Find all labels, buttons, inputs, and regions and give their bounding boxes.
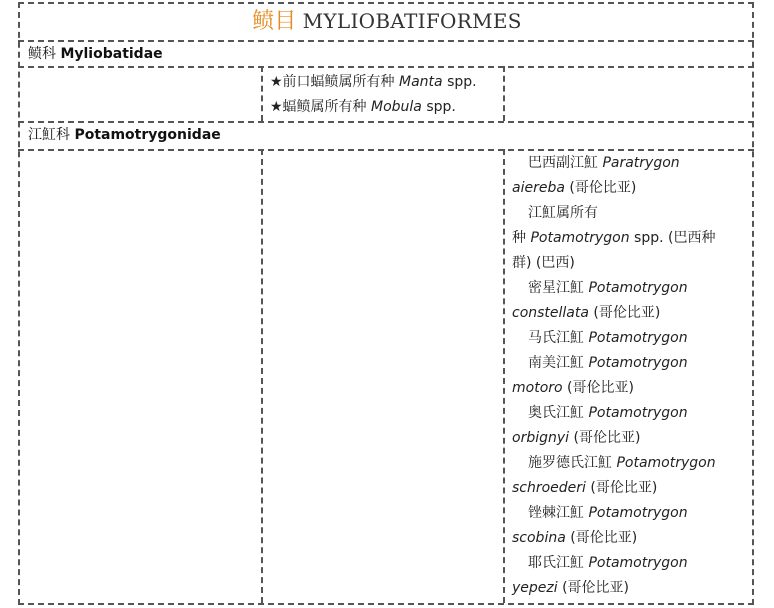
table-border-right	[752, 2, 754, 605]
species-line: 密星江魟 Potamotrygon	[528, 280, 688, 296]
column-divider	[261, 66, 263, 121]
species-entry: ★蝠鲼属所有种 Mobula spp.	[270, 99, 456, 115]
row-divider	[18, 66, 754, 68]
family-name-cn: 鲼科	[28, 46, 56, 62]
species-line: 马氏江魟 Potamotrygon	[528, 330, 688, 346]
table-border-left	[18, 2, 20, 605]
species-line: 奥氏江魟 Potamotrygon	[528, 405, 688, 421]
species-line: 南美江魟 Potamotrygon	[528, 355, 688, 371]
table-border-bottom	[18, 603, 754, 605]
order-name-cn: 鲼目	[252, 9, 297, 34]
order-name-latin: MYLIOBATIFORMES	[302, 9, 522, 33]
species-line: 施罗德氏江魟 Potamotrygon	[528, 455, 716, 471]
column-divider	[503, 149, 505, 603]
species-line: 耶氏江魟 Potamotrygon	[528, 555, 688, 571]
column-divider	[261, 149, 263, 603]
species-line: 江魟属所有	[528, 205, 598, 221]
species-line: 群) (巴西)	[512, 255, 575, 271]
species-line: 锉棘江魟 Potamotrygon	[528, 505, 688, 521]
row-divider	[18, 121, 754, 123]
species-line: 巴西副江魟 Paratrygon	[528, 155, 680, 171]
species-line: schroederi (哥伦比亚)	[512, 480, 658, 496]
family-header	[28, 125, 221, 145]
family-name-latin: Potamotrygonidae	[74, 127, 221, 143]
order-title	[0, 4, 774, 38]
species-line: 种 Potamotrygon spp. (巴西种	[512, 230, 716, 246]
family-header	[28, 44, 163, 64]
family-name-cn: 江魟科	[28, 127, 70, 143]
species-line: scobina (哥伦比亚)	[512, 530, 638, 546]
column-divider	[503, 66, 505, 121]
species-line: aiereba (哥伦比亚)	[512, 180, 637, 196]
species-line: motoro (哥伦比亚)	[512, 380, 634, 396]
species-entry: ★前口蝠鲼属所有种 Manta spp.	[270, 74, 477, 90]
row-divider	[18, 40, 754, 42]
species-line: constellata (哥伦比亚)	[512, 305, 661, 321]
species-line: yepezi (哥伦比亚)	[512, 580, 630, 596]
species-line: orbignyi (哥伦比亚)	[512, 430, 641, 446]
species-list	[512, 151, 748, 601]
family-name-latin: Myliobatidae	[60, 46, 163, 62]
